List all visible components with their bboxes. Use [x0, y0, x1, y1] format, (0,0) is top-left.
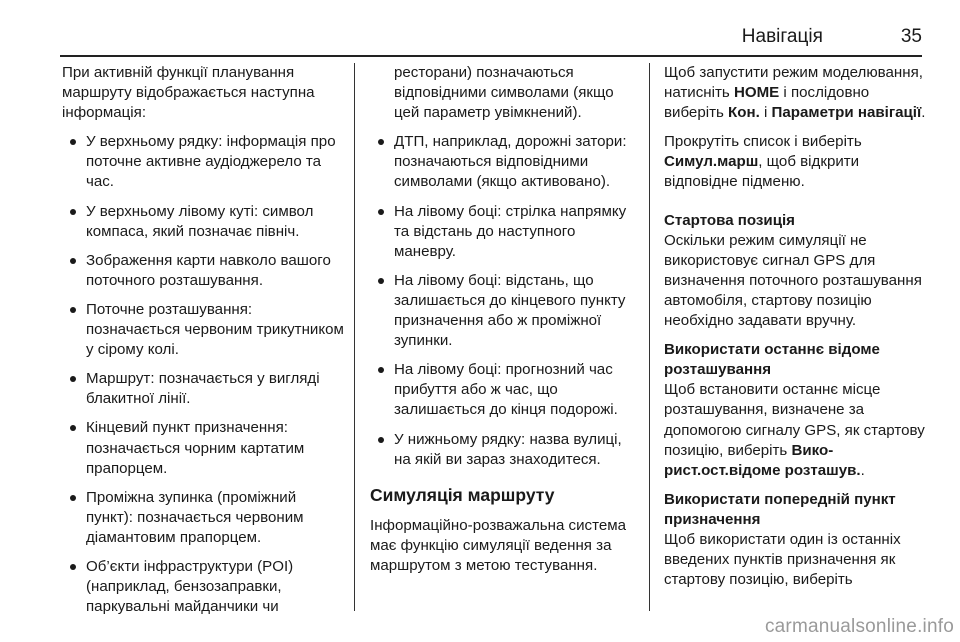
column-divider: [649, 63, 650, 611]
paragraph-start-position: Оскільки режим симуляції не використовує сигнал GPS для визначення поточного розташування автомобіля, стартову позицію необхідно задавати вручну.: [664, 231, 922, 330]
section-paragraph: Інформаційно-розважальна система має функцію симуляції ведення за маршрутом з метою тестування.: [370, 516, 626, 574]
list-item: ДТП, наприклад, дорожні затори: позначаються відповідними символами (якщо активовано).: [370, 132, 638, 192]
column-divider: [354, 63, 355, 611]
list-item: На лівому боці: стрілка напрямку та відстань до наступного маневру.: [370, 202, 638, 262]
list-item: Зображення карти навколо вашого поточного розташування.: [62, 251, 344, 291]
paragraph-start-mode: [664, 63, 926, 123]
subheading-start-position: Стартова позиція: [664, 211, 795, 229]
column-3: [664, 63, 926, 599]
menu-item-use-last-known: Вико-рист.ост.відоме розташув.: [664, 441, 861, 479]
subheading-previous-destination: Використати попередній пункт призначення: [664, 490, 896, 528]
text-run: і: [759, 104, 772, 122]
info-list: [370, 132, 638, 469]
text-run: і послідовно виберіть: [664, 84, 870, 122]
list-item: Проміжна зупинка (проміжний пункт): позначається червоним діамантовим прапорцем.: [62, 488, 344, 548]
list-item: У верхньому лівому куті: символ компаса, який позначає північ.: [62, 202, 344, 242]
paragraph-previous-destination: Щоб використати один із останніх введених пунктів призначення як стартову позицію, виберіть: [664, 530, 901, 589]
paragraph-select-sim: [664, 132, 926, 192]
page-header: [0, 26, 922, 48]
menu-item-sim-route: Симул.марш: [664, 153, 759, 171]
text-run: , щоб відкрити відповідне підменю.: [664, 153, 860, 191]
text-run: Щоб запустити режим моделювання, натисніть: [664, 64, 923, 102]
list-item: Маршрут: позначається у вигляді блакитної лінії.: [62, 369, 344, 409]
paragraph-last-known: [664, 380, 926, 480]
list-item: Кінцевий пункт призначення: позначається чорним картатим прапорцем.: [62, 418, 344, 478]
list-item: На лівому боці: відстань, що залишається до кінцевого пункту призначення або ж проміжної зупинки.: [370, 271, 638, 351]
text-run: Щоб встановити останнє місце розташування, визначене за допомогою сигналу GPS, як стартову позицію, виберіть: [664, 381, 925, 459]
text-run: .: [860, 461, 865, 479]
column-1: [62, 63, 344, 626]
list-item: У верхньому рядку: інформація про поточне активне аудіоджерело та час.: [62, 132, 344, 192]
list-item: На лівому боці: прогнозний час прибуття або ж час, що залишається до кінця подорожі.: [370, 360, 638, 420]
info-list: [62, 132, 344, 617]
section-heading: Симуляція маршруту: [370, 484, 555, 505]
page-title: Навігація: [741, 26, 823, 47]
list-continuation: ресторани) позначаються відповідними символами (якщо цей параметр увімкнений).: [394, 64, 614, 122]
home-key-label: HOME: [733, 84, 780, 102]
intro-paragraph: При активній функції планування маршруту відображається наступна інформація:: [62, 64, 315, 122]
header-rule: [60, 55, 922, 57]
text-run: .: [921, 104, 926, 122]
list-item: Поточне розташування: позначається червоним трикутником у сірому колі.: [62, 300, 344, 360]
list-item: У нижньому рядку: назва вулиці, на якій ви зараз знаходитеся.: [370, 430, 638, 470]
menu-item-kon: Кон.: [728, 104, 760, 122]
watermark: carmanualsonline.info: [764, 616, 954, 637]
list-item: Об’єкти інфраструктури (POI) (наприклад, бензозаправки, паркувальні майданчики чи: [62, 557, 344, 617]
page-number: 35: [900, 26, 922, 47]
text-run: Прокрутіть список і виберіть: [664, 133, 862, 151]
subheading-last-known: Використати останнє відоме розташування: [664, 341, 880, 379]
menu-item-nav-params: Параметри навігації: [771, 104, 922, 122]
column-2: [370, 63, 638, 585]
